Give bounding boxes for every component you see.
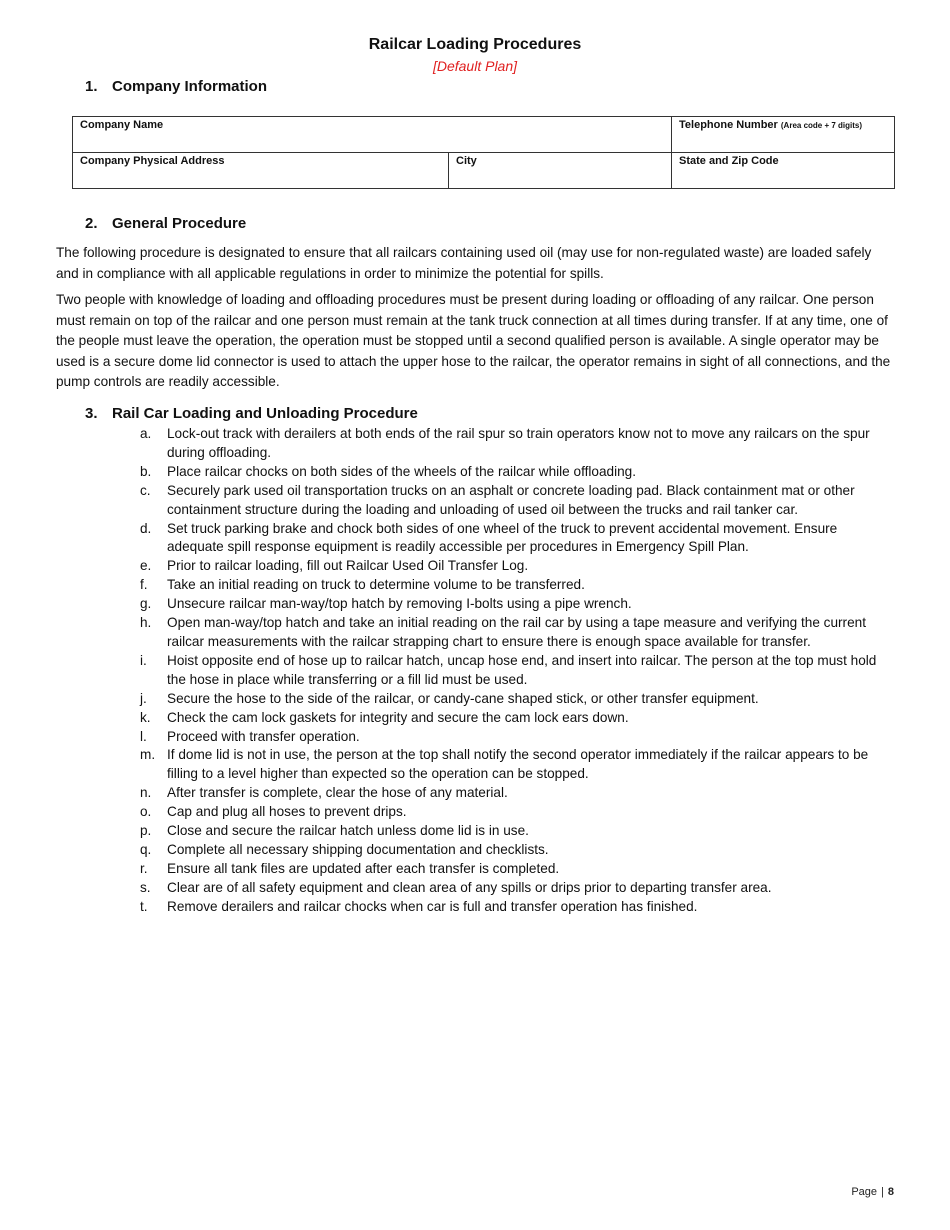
step-text: Proceed with transfer operation. [167,728,360,744]
telephone-field[interactable] [672,117,895,153]
section-number: 3. [85,405,98,422]
general-paragraph-1: The following procedure is designated to ensure that all railcars containing used oil (may use for non-regulated waste) are loaded safely and in compliance with all applicable regulations in order to minimize the potential for spills. [56,245,872,281]
list-item [140,746,896,784]
field-label: State and Zip Code [679,155,779,167]
page-number: 8 [887,1186,894,1198]
section-title: General Procedure [112,215,247,232]
step-text: Prior to railcar loading, fill out Railcar Used Oil Transfer Log. [167,558,529,574]
list-item [140,520,896,558]
step-letter: o. [140,804,152,820]
list-item [140,728,896,747]
step-text: Close and secure the railcar hatch unless dome lid is in use. [167,823,529,839]
step-letter: l. [140,728,147,744]
field-label: Company Name [80,119,164,131]
list-item [140,803,896,822]
table-row [73,153,895,189]
step-letter: e. [140,558,152,574]
list-item [140,576,896,595]
list-item [140,709,896,728]
section-heading-rail-car-procedure [85,405,418,422]
step-letter: h. [140,615,152,631]
company-info-table [72,116,895,189]
step-text: Secure the hose to the side of the railcar, or candy-cane shaped stick, or other transfer equipment. [167,690,759,706]
section-heading-general-procedure [85,215,246,232]
address-field[interactable] [73,153,449,189]
step-text: Unsecure railcar man-way/top hatch by removing I-bolts using a pipe wrench. [167,596,632,612]
general-paragraph-2: Two people with knowledge of loading and offloading procedures must be present during loading or offloading of any railcar. One person must remain on top of the railcar and one person must remain at the tank truck connection at all times during transfer. If at any time, one of the people must leave the operation, the operation must be stopped until a second qualified person is available. A single operator may be used is a secure dome lid connector is used to attach the upper hose to the railcar, the operator remains in sight of all connections, and the pump controls are readily accessible. [56,292,891,389]
step-letter: q. [140,841,152,857]
step-letter: p. [140,823,152,839]
step-text: After transfer is complete, clear the hose of any material. [167,785,508,801]
state-zip-field[interactable] [672,153,895,189]
document-title: Railcar Loading Procedures [368,36,582,53]
plan-subtitle: [Default Plan] [432,58,518,74]
field-label: City [456,155,477,167]
list-item [140,841,896,860]
list-item [140,595,896,614]
table-row [73,117,895,153]
step-letter: t. [140,898,148,914]
step-text: Take an initial reading on truck to determine volume to be transferred. [167,577,585,593]
company-name-field[interactable] [73,117,672,153]
step-letter: r. [140,860,148,876]
step-text: Set truck parking brake and chock both sides of one wheel of the truck to prevent accidental movement. Ensure adequate spill response equipment is readily accessible per procedures in Emergency Spill Plan. [167,520,838,555]
step-letter: g. [140,596,152,612]
procedure-steps-list [140,425,896,917]
section-title: Company Information [112,78,268,95]
step-letter: k. [140,709,151,725]
field-label: Company Physical Address [80,155,225,167]
step-letter: s. [140,879,151,895]
list-item [140,614,896,652]
step-text: Hoist opposite end of hose up to railcar hatch, uncap hose end, and insert into railcar. The person at the top must hold the hose in place while transferring or a fill lid must be used. [167,652,877,687]
step-letter: b. [140,463,152,479]
list-item [140,879,896,898]
step-text: Lock-out track with derailers at both ends of the rail spur so train operators know not to move any railcars on the spur during offloading. [167,426,870,460]
step-letter: m. [140,747,156,763]
step-letter: j. [140,690,147,706]
city-field[interactable] [449,153,672,189]
list-item [140,557,896,576]
step-text: Open man-way/top hatch and take an initial reading on the rail car by using a tape measure and verifying the current railcar measurements with the railcar strapping chart to ensure there is enough space available for transfer. [167,615,866,649]
page-separator: | [881,1186,884,1198]
list-item [140,784,896,803]
step-text: If dome lid is not in use, the person at the top shall notify the second operator immediately if the railcar appears to be filling to a level higher than expected so the operation can be stopped. [167,747,869,782]
step-text: Clear are of all safety equipment and clean area of any spills or drips prior to departing transfer area. [167,879,772,895]
list-item [140,425,896,463]
step-text: Securely park used oil transportation trucks on an asphalt or concrete loading pad. Black containment mat or other containment structure during the loading and unloading of used oil between the trucks and rail tanker car. [167,482,855,517]
step-letter: c. [140,482,151,498]
section-heading-company-information [85,78,267,95]
step-text: Cap and plug all hoses to prevent drips. [167,804,407,820]
page-label: Page [851,1186,878,1198]
step-text: Place railcar chocks on both sides of the wheels of the railcar while offloading. [167,463,636,479]
step-text: Remove derailers and railcar chocks when car is full and transfer operation has finished. [167,898,698,914]
section-number: 2. [85,215,98,232]
list-item [140,860,896,879]
step-text: Ensure all tank files are updated after each transfer is completed. [167,860,560,876]
field-label: Telephone Number [679,119,778,131]
list-item [140,822,896,841]
list-item [140,463,896,482]
step-text: Check the cam lock gaskets for integrity and secure the cam lock ears down. [167,709,629,725]
list-item [140,690,896,709]
step-letter: n. [140,785,152,801]
list-item [140,898,896,917]
list-item [140,482,896,520]
section-number: 1. [85,78,98,95]
step-letter: d. [140,520,152,536]
step-letter: i. [140,652,147,668]
section-title: Rail Car Loading and Unloading Procedure [112,405,418,422]
step-text: Complete all necessary shipping documentation and checklists. [167,841,549,857]
field-hint: (Area code + 7 digits) [780,121,863,130]
page-footer [851,1186,894,1198]
list-item [140,652,896,690]
step-letter: a. [140,426,152,441]
step-letter: f. [140,577,148,593]
